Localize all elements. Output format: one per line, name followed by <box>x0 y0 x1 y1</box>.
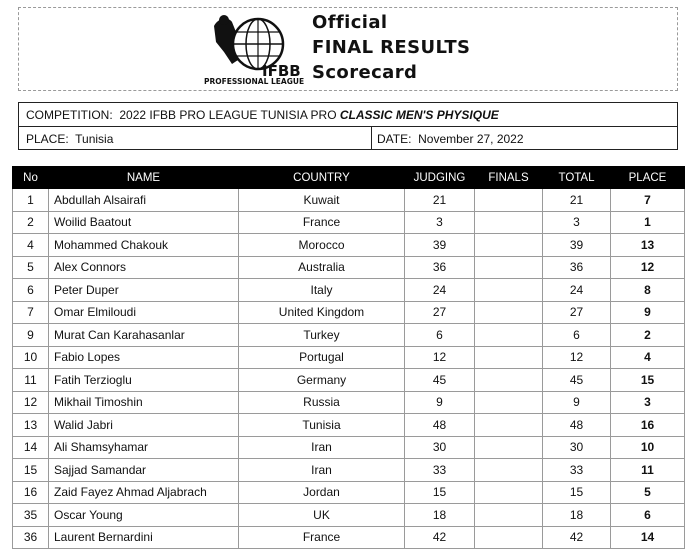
athlete-number: 1 <box>13 189 49 212</box>
athlete-name: Abdullah Alsairafi <box>49 189 239 212</box>
final-place: 14 <box>611 526 685 549</box>
col-header-finals: FINALS <box>475 167 543 189</box>
athlete-country: Jordan <box>239 481 405 504</box>
date-value: November 27, 2022 <box>418 132 524 146</box>
judging-score: 6 <box>405 324 475 347</box>
date-label: DATE: <box>377 132 412 146</box>
final-place: 3 <box>611 391 685 414</box>
finals-score <box>475 504 543 527</box>
final-place: 9 <box>611 301 685 324</box>
place-date-row <box>19 127 677 150</box>
athlete-name: Fabio Lopes <box>49 346 239 369</box>
place-value: Tunisia <box>75 132 114 146</box>
total-score: 30 <box>543 436 611 459</box>
finals-score <box>475 436 543 459</box>
athlete-country: Iran <box>239 459 405 482</box>
table-row <box>13 346 685 369</box>
athlete-number: 10 <box>13 346 49 369</box>
athlete-name: Mohammed Chakouk <box>49 234 239 257</box>
table-row <box>13 211 685 234</box>
athlete-country: UK <box>239 504 405 527</box>
table-header-row <box>13 167 685 189</box>
table-row <box>13 279 685 302</box>
table-row <box>13 414 685 437</box>
col-header-judging: JUDGING <box>405 167 475 189</box>
final-place: 7 <box>611 189 685 212</box>
finals-score <box>475 346 543 369</box>
table-row <box>13 504 685 527</box>
table-row <box>13 391 685 414</box>
athlete-country: Germany <box>239 369 405 392</box>
competition-division: CLASSIC MEN'S PHYSIQUE <box>339 108 499 122</box>
athlete-number: 7 <box>13 301 49 324</box>
finals-score <box>475 481 543 504</box>
athlete-number: 9 <box>13 324 49 347</box>
athlete-number: 6 <box>13 279 49 302</box>
table-row <box>13 369 685 392</box>
athlete-number: 12 <box>13 391 49 414</box>
table-row <box>13 436 685 459</box>
col-header-country: COUNTRY <box>239 167 405 189</box>
athlete-number: 14 <box>13 436 49 459</box>
final-place: 4 <box>611 346 685 369</box>
competition-info <box>18 102 678 150</box>
judging-score: 39 <box>405 234 475 257</box>
table-row <box>13 234 685 257</box>
total-score: 33 <box>543 459 611 482</box>
final-place: 11 <box>611 459 685 482</box>
final-place: 5 <box>611 481 685 504</box>
final-place: 16 <box>611 414 685 437</box>
athlete-name: Omar Elmiloudi <box>49 301 239 324</box>
cell-divider <box>371 127 372 150</box>
judging-score: 24 <box>405 279 475 302</box>
athlete-number: 5 <box>13 256 49 279</box>
finals-score <box>475 301 543 324</box>
final-place: 13 <box>611 234 685 257</box>
athlete-name: Alex Connors <box>49 256 239 279</box>
athlete-country: Kuwait <box>239 189 405 212</box>
athlete-country: United Kingdom <box>239 301 405 324</box>
table-row <box>13 324 685 347</box>
title-line-3: Scorecard <box>312 62 418 83</box>
judging-score: 42 <box>405 526 475 549</box>
total-score: 45 <box>543 369 611 392</box>
table-row <box>13 459 685 482</box>
finals-score <box>475 414 543 437</box>
final-place: 2 <box>611 324 685 347</box>
results-body <box>13 189 685 549</box>
final-place: 6 <box>611 504 685 527</box>
final-place: 15 <box>611 369 685 392</box>
judging-score: 48 <box>405 414 475 437</box>
judging-score: 18 <box>405 504 475 527</box>
athlete-country: France <box>239 526 405 549</box>
judging-score: 30 <box>405 436 475 459</box>
col-header-no: No <box>13 167 49 189</box>
finals-score <box>475 189 543 212</box>
finals-score <box>475 256 543 279</box>
table-row <box>13 256 685 279</box>
judging-score: 27 <box>405 301 475 324</box>
athlete-name: Ali Shamsyhamar <box>49 436 239 459</box>
table-row <box>13 481 685 504</box>
athlete-country: Iran <box>239 436 405 459</box>
total-score: 3 <box>543 211 611 234</box>
athlete-country: Portugal <box>239 346 405 369</box>
athlete-country: Morocco <box>239 234 405 257</box>
total-score: 18 <box>543 504 611 527</box>
final-place: 8 <box>611 279 685 302</box>
athlete-name: Oscar Young <box>49 504 239 527</box>
finals-score <box>475 279 543 302</box>
final-place: 12 <box>611 256 685 279</box>
competition-row <box>19 103 677 127</box>
place-label: PLACE: <box>26 132 69 146</box>
total-score: 9 <box>543 391 611 414</box>
finals-score <box>475 211 543 234</box>
athlete-country: France <box>239 211 405 234</box>
table-row <box>13 189 685 212</box>
col-header-total: TOTAL <box>543 167 611 189</box>
table-row <box>13 301 685 324</box>
judging-score: 12 <box>405 346 475 369</box>
total-score: 15 <box>543 481 611 504</box>
title-line-1: Official <box>312 12 388 33</box>
total-score: 42 <box>543 526 611 549</box>
total-score: 21 <box>543 189 611 212</box>
col-header-name: NAME <box>49 167 239 189</box>
finals-score <box>475 459 543 482</box>
athlete-number: 11 <box>13 369 49 392</box>
finals-score <box>475 526 543 549</box>
logo-text: IFBB <box>262 62 301 80</box>
athlete-name: Laurent Bernardini <box>49 526 239 549</box>
judging-score: 33 <box>405 459 475 482</box>
total-score: 48 <box>543 414 611 437</box>
athlete-name: Sajjad Samandar <box>49 459 239 482</box>
athlete-number: 2 <box>13 211 49 234</box>
athlete-name: Zaid Fayez Ahmad Aljabrach <box>49 481 239 504</box>
logo-subtext: PROFESSIONAL LEAGUE <box>204 77 305 86</box>
total-score: 39 <box>543 234 611 257</box>
athlete-number: 36 <box>13 526 49 549</box>
total-score: 36 <box>543 256 611 279</box>
ifbb-logo <box>202 12 306 86</box>
total-score: 24 <box>543 279 611 302</box>
table-row <box>13 526 685 549</box>
judging-score: 15 <box>405 481 475 504</box>
finals-score <box>475 369 543 392</box>
title-line-2: FINAL RESULTS <box>312 37 471 58</box>
athlete-name: Walid Jabri <box>49 414 239 437</box>
athlete-country: Turkey <box>239 324 405 347</box>
athlete-number: 15 <box>13 459 49 482</box>
athlete-name: Peter Duper <box>49 279 239 302</box>
competition-event: 2022 IFBB PRO LEAGUE TUNISIA PRO <box>119 108 337 122</box>
athlete-number: 35 <box>13 504 49 527</box>
athlete-name: Woilid Baatout <box>49 211 239 234</box>
athlete-name: Mikhail Timoshin <box>49 391 239 414</box>
judging-score: 45 <box>405 369 475 392</box>
athlete-name: Fatih Terzioglu <box>49 369 239 392</box>
athlete-number: 4 <box>13 234 49 257</box>
finals-score <box>475 324 543 347</box>
athlete-country: Russia <box>239 391 405 414</box>
final-place: 10 <box>611 436 685 459</box>
competition-label: COMPETITION: <box>26 108 113 122</box>
athlete-name: Murat Can Karahasanlar <box>49 324 239 347</box>
col-header-place: PLACE <box>611 167 685 189</box>
judging-score: 36 <box>405 256 475 279</box>
athlete-country: Australia <box>239 256 405 279</box>
total-score: 27 <box>543 301 611 324</box>
final-place: 1 <box>611 211 685 234</box>
scorecard-title <box>312 10 470 85</box>
finals-score <box>475 391 543 414</box>
judging-score: 21 <box>405 189 475 212</box>
judging-score: 9 <box>405 391 475 414</box>
total-score: 12 <box>543 346 611 369</box>
results-table <box>12 166 685 549</box>
athlete-country: Italy <box>239 279 405 302</box>
total-score: 6 <box>543 324 611 347</box>
athlete-country: Tunisia <box>239 414 405 437</box>
athlete-number: 13 <box>13 414 49 437</box>
finals-score <box>475 234 543 257</box>
judging-score: 3 <box>405 211 475 234</box>
athlete-number: 16 <box>13 481 49 504</box>
